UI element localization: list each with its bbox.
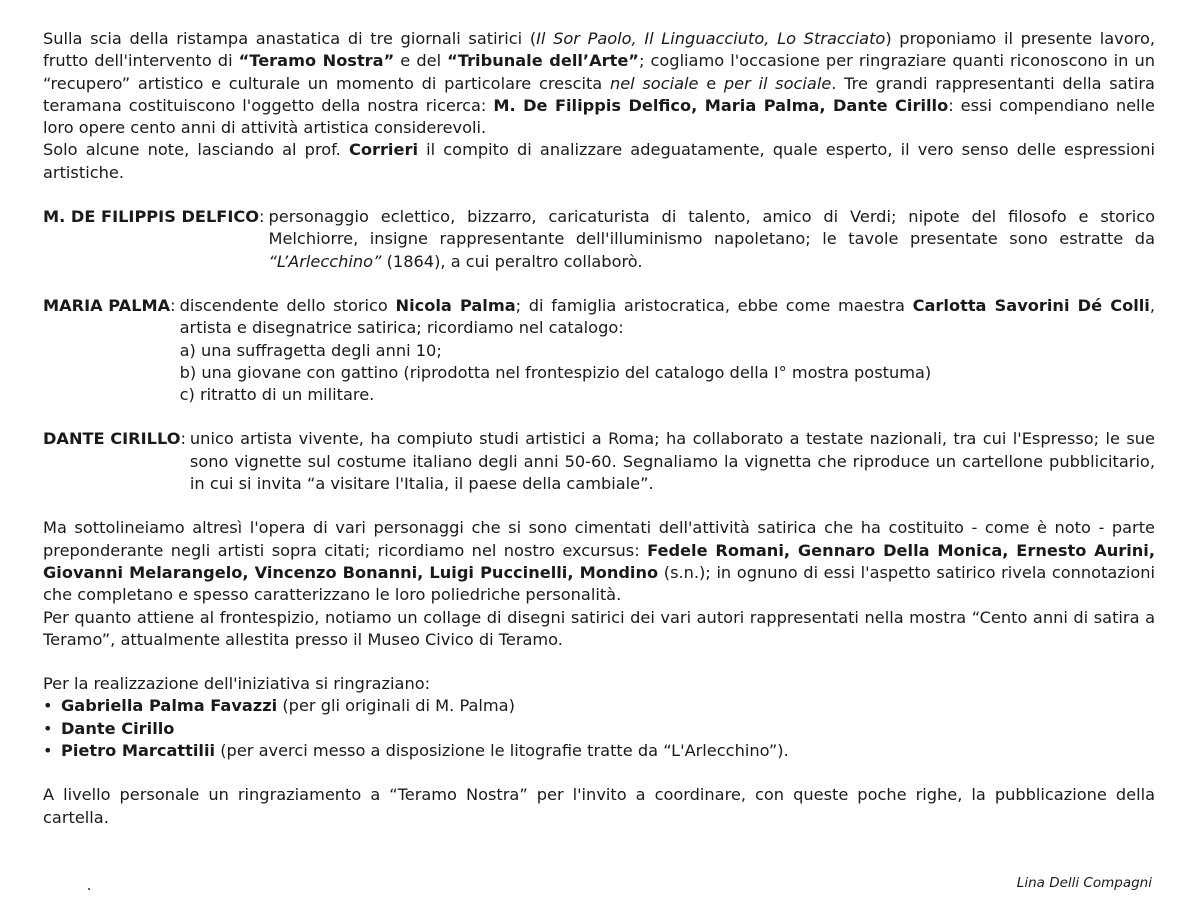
intro-text: ) proponiamo il presente lavoro, frutto dell'intervento di (43, 29, 1156, 71)
intro-text: Sulla scia della ristampa anastatica di tre giornali satirici ( (43, 29, 537, 48)
intro-text: ; cogliamo l'occasione per ringraziare quanti riconoscono in un “recupero” artistico e culturale un momento di particolare crescita (43, 51, 1155, 93)
artist-names: M. De Filippis Delfico, Maria Palma, Dante Cirillo (493, 95, 949, 115)
thanks-item: • Pietro Marcattilii (per averci messo a disposizione le litografie tratte da “L'Arlecchino”). (43, 740, 1155, 762)
scan-speck (88, 888, 90, 890)
emphasis-nel-sociale: nel sociale (609, 73, 699, 93)
closing-paragraph: A livello personale un ringraziamento a “Teramo Nostra” per l'invito a coordinare, con queste poche righe, la pubblicazione della cartella. (43, 785, 1155, 827)
emphasis-per-il-sociale: per il sociale (723, 73, 832, 93)
entry-cirillo (43, 428, 1155, 495)
frontispiece-paragraph: Per quanto attiene al frontespizio, notiamo un collage di disegni satirici dei vari autori rappresentati nella mostra “Cento anni di satira a Teramo”, attualmente allestita presso il Museo Civico di Teramo. (43, 607, 1155, 649)
journal-titles: Il Sor Paolo, Il Linguacciuto, Lo Stracciato (536, 29, 886, 48)
others-paragraph: Ma sottolineiamo altresì l'opera di vari personaggi che si sono cimentati dell'attività satirica che ha costituito - come è noto - parte preponderante negli artisti sopra citati; ricordiamo nel nostro excursus: Fedele Romani, Gennaro Della Monica, Ernesto Aurini, Giovanni Melarangelo, Vincenzo Bonanni, Luigi Puccinelli, Mondino (s.n.); in ognuno di essi l'aspetto satirico rivela connotazioni che completano e spesso caratterizzano le loro poliedriche personalità. (43, 518, 1156, 605)
org-teramo-nostra: “Teramo Nostra” (238, 51, 395, 71)
name-corrieri: Corrieri (348, 140, 418, 160)
entry-description: personaggio eclettico, bizzarro, caricaturista di talento, amico di Verdi; nipote del filosofo e storico Melchiorre, insigne rappresentante dell'illuminismo napoletano; le tavole presentate sono estratte da “L’Arlecchino” (1864), a cui peraltro collaborò. (268, 207, 1155, 271)
entry-term: M. DE FILIPPIS DELFICO: (43, 207, 265, 227)
bullet-icon: • (43, 696, 53, 716)
other-artist-names: Fedele Romani, Gennaro Della Monica, Ernesto Aurini, Giovanni Melarangelo, Vincenzo Bonanni, Luigi Puccinelli, Mondino (43, 540, 1155, 582)
org-tribunale-arte: “Tribunale dell’Arte” (447, 51, 639, 71)
entry-term: MARIA PALMA: (43, 295, 176, 315)
entry-palma (43, 295, 1155, 406)
thanks-list (43, 695, 1155, 762)
intro-text: e (698, 73, 724, 93)
intro-paragraph (43, 28, 1155, 139)
note-paragraph (43, 139, 1155, 184)
note-text: il compito di analizzare adeguatamente, quale esperto, il vero senso delle espressioni artistiche. (43, 140, 1155, 182)
thanks-intro: Per la realizzazione dell'iniziativa si ringraziano: (43, 674, 431, 694)
name-carlotta-savorini: Carlotta Savorini Dé Colli (912, 295, 1150, 315)
catalog-item: a) una suffragetta degli anni 10; (179, 340, 442, 360)
signature: Lina Delli Compagni (1016, 875, 1152, 891)
intro-text: : essi compendiano nelle loro opere cento anni di attività artistica considerevoli. (43, 95, 1156, 138)
document-body (43, 28, 1155, 829)
entry-description: discendente dello storico Nicola Palma; di famiglia aristocratica, ebbe come maestra Carlotta Savorini Dé Colli, artista e disegnatrice satirica; ricordiamo nel catalogo: a) una suffragetta degli anni 10; b) una giovane con gattino (riprodotta nel frontespizio del catalogo della I° mostra postuma) c) ritratto di un militare. (176, 295, 1155, 406)
entry-delfico (43, 206, 1155, 273)
intro-text: e del (394, 51, 448, 71)
work-title: “L’Arlecchino” (268, 251, 382, 271)
entry-term: DANTE CIRILLO: (43, 429, 186, 449)
bullet-icon: • (43, 718, 53, 738)
note-text: Solo alcune note, lasciando al prof. (43, 140, 349, 160)
catalog-item: c) ritratto di un militare. (179, 385, 375, 405)
entry-description: unico artista vivente, ha compiuto studi artistici a Roma; ha collaborato a testate nazionali, tra cui l'Espresso; le sue sono vignette sul costume italiano degli anni 50-60. Segnaliamo la vignetta che riproduce un cartellone pubblicitario, in cui si invita “a visitare l'Italia, il paese della cambiale”. (189, 429, 1155, 494)
thanks-item: • Dante Cirillo (43, 718, 1155, 740)
intro-text: . Tre grandi rappresentanti della satira teramana costituiscono l'oggetto della nostra ricerca: (43, 73, 1155, 115)
catalog-item: b) una giovane con gattino (riprodotta nel frontespizio del catalogo della I° mostra postuma) (179, 362, 932, 382)
thanks-item: • Gabriella Palma Favazzi (per gli originali di M. Palma) (43, 695, 1155, 717)
name-nicola-palma: Nicola Palma (395, 295, 516, 315)
bullet-icon: • (43, 741, 53, 761)
